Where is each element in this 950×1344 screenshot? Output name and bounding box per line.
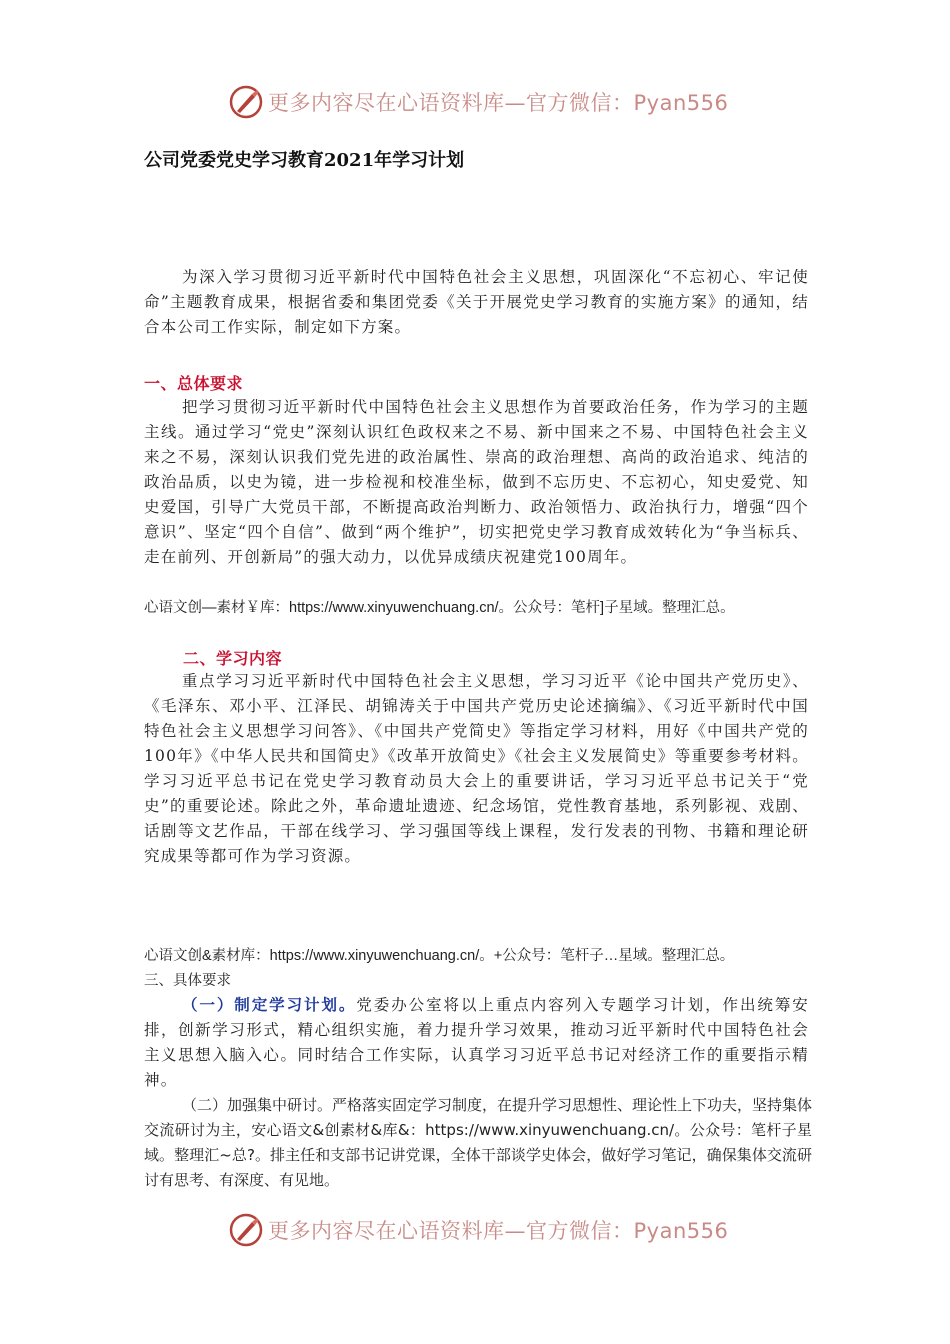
requirements-item-1 — [144, 992, 809, 1093]
section-heading-content: 二、学习内容 — [183, 649, 283, 668]
pen-logo-icon — [228, 84, 264, 120]
item-1-lead: （一）制定学习计划。 — [182, 995, 357, 1014]
banner-text: 更多内容尽在心语资料库—官方微信：Pyan556 — [268, 1219, 729, 1243]
requirements-item-2 — [144, 1093, 812, 1193]
section-content-body — [144, 669, 809, 869]
header-banner — [228, 82, 728, 122]
item-1-body: 党委办公室将以上重点内容列入专题学习计划，作出统筹安排，创新学习形式，精心组织实施，着力提升学习效果，推动习近平新时代中国特色社会主义思想入脑入心。同时结合工作实际，认真学习习近平总书记对经济工作的重要指示精神。 — [144, 996, 809, 1089]
pen-logo-icon — [228, 1212, 264, 1248]
footer-banner — [228, 1210, 728, 1250]
section-heading-requirements: 三、具体要求 — [144, 973, 231, 989]
item-1-paragraph — [144, 992, 809, 1093]
watermark-line-2: 心语文创&素材库：https://www.xinyuwenchuang.cn/。+公众号：笔杆子…星域。整理汇总。 — [144, 948, 735, 964]
section-general-body — [144, 395, 809, 570]
banner-text: 更多内容尽在心语资料库—官方微信：Pyan556 — [268, 91, 729, 115]
section-heading-general: 一、总体要求 — [144, 374, 244, 393]
document-title: 公司党委党史学习教育2021年学习计划 — [144, 150, 465, 171]
section-general-text: 把学习贯彻习近平新时代中国特色社会主义思想作为首要政治任务，作为学习的主题主线。通过学习“党史”深刻认识红色政权来之不易、新中国来之不易、中国特色社会主义来之不易，深刻认识我们党先进的政治属性、崇高的政治理想、高尚的政治追求、纯洁的政治品质，以史为镜，进一步检视和校准坐标，做到不忘历史、不忘初心，知史爱党、知史爱国，引导广大党员干部，不断提高政治判断力、政治领悟力、政治执行力，增强“四个意识”、坚定“四个自信”、做到“两个维护”，切实把党史学习教育成效转化为“争当标兵、走在前列、开创新局”的强大动力，以优异成绩庆祝建党100周年。 — [144, 398, 809, 566]
intro-text: 为深入学习贯彻习近平新时代中国特色社会主义思想，巩固深化“不忘初心、牢记使命”主题教育成果，根据省委和集团党委《关于开展党史学习教育的实施方案》的通知，结合本公司工作实际，制定如下方案。 — [144, 268, 809, 336]
watermark-line-1: 心语文创—素材￥库：https://www.xinyuwenchuang.cn/。公众号：笔杆]子星域。整理汇总。 — [144, 600, 735, 616]
item-2-text: （二）加强集中研讨。严格落实固定学习制度，在提升学习思想性、理论性上下功夫，坚持集体交流研讨为主，安心语文&创素材&库&：https://www.xinyuwenchuang.cn/。公众号：笔杆子星域。整理汇~总?。排主任和支部书记讲党课，全体干部谈学史体会，做好学习笔记，确保集体交流研讨有思考、有深度、有见地。 — [144, 1096, 813, 1189]
intro-paragraph — [144, 265, 809, 340]
section-content-text: 重点学习习近平新时代中国特色社会主义思想，学习习近平《论中国共产党历史》、《毛泽东、邓小平、江泽民、胡锦涛关于中国共产党历史论述摘编》、《习近平新时代中国特色社会主义思想学习问答》、《中国共产党简史》等指定学习材料，用好《中国共产党的100年》《中华人民共和国简史》《改革开放简史》《社会主义发展简史》等重要参考材料。学习习近平总书记在党史学习教育动员大会上的重要讲话，学习习近平总书记关于“党史”的重要论述。除此之外，革命遗址遗迹、纪念场馆，党性教育基地，系列影视、戏剧、话剧等文艺作品，干部在线学习、学习强国等线上课程，发行发表的刊物、书籍和理论研究成果等都可作为学习资源。 — [144, 672, 809, 865]
